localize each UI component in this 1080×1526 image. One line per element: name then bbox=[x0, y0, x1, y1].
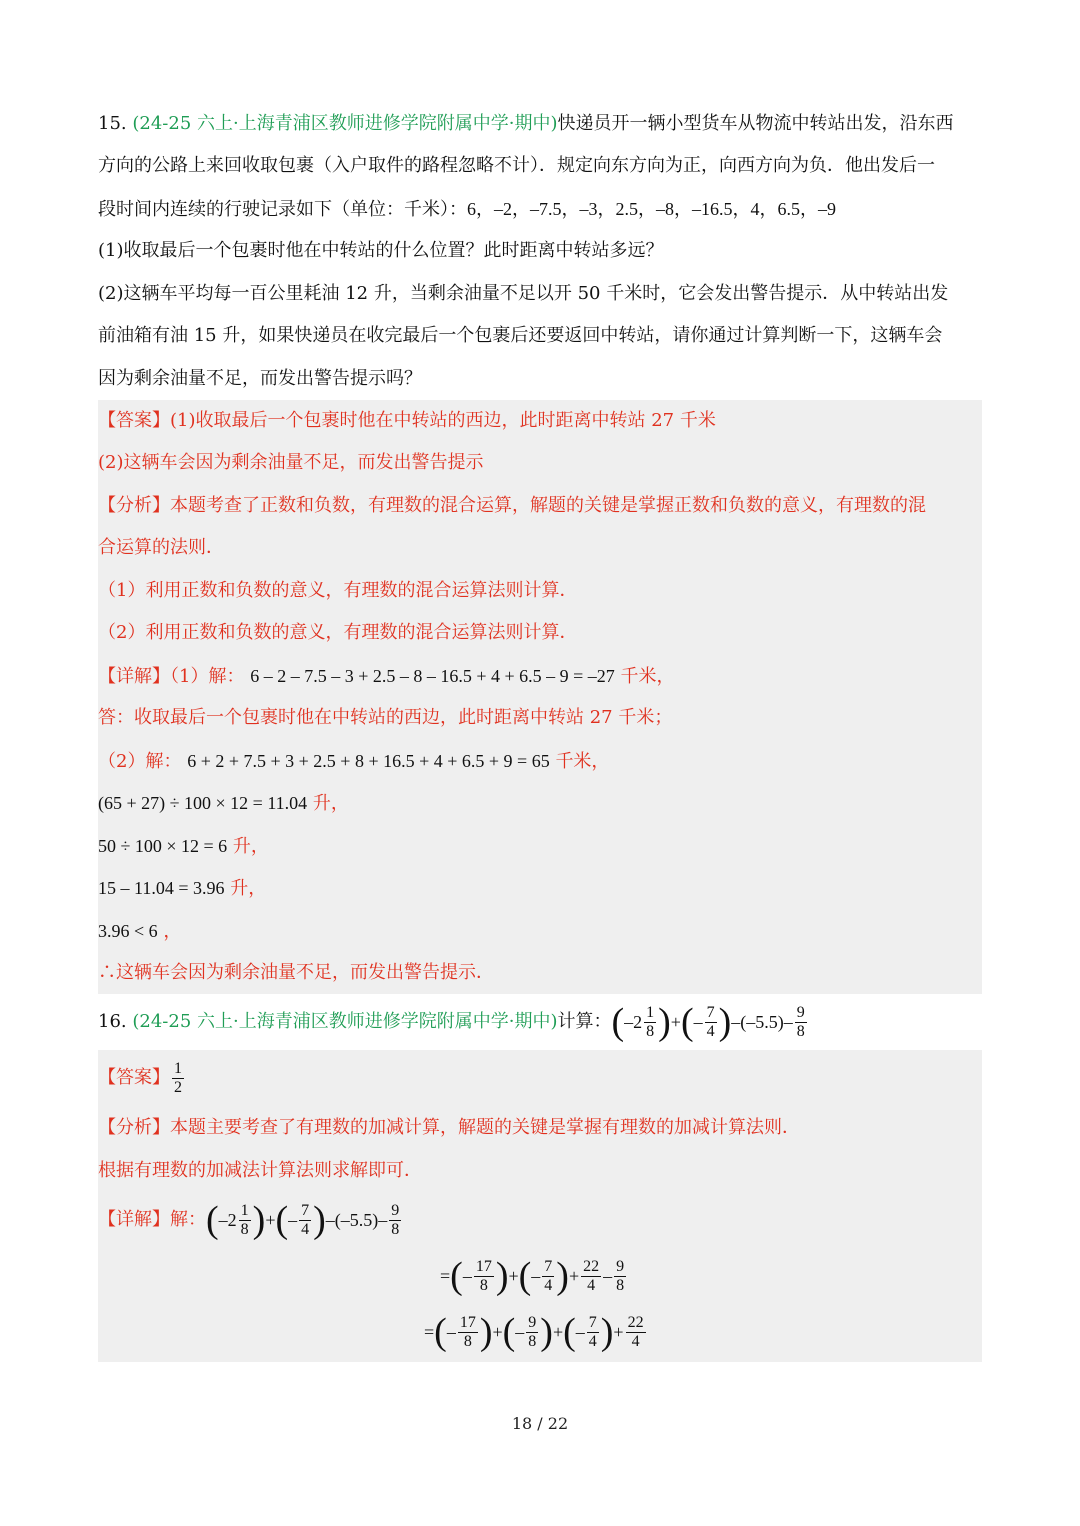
numerator: 7 bbox=[588, 1313, 597, 1331]
denominator: 2 bbox=[174, 1078, 182, 1096]
paren-open: ( bbox=[518, 1255, 532, 1297]
numerator: 7 bbox=[706, 1003, 715, 1021]
a15-calc-2-expr: 50 ÷ 100 × 12 = 6 bbox=[98, 836, 228, 856]
denominator: 8 bbox=[479, 1276, 488, 1294]
a15-analysis-4: （2）利用正数和负数的意义，有理数的混合运算法则计算． bbox=[98, 622, 578, 643]
a16-detail-prefix: 解： bbox=[170, 1209, 206, 1230]
numerator: 1 bbox=[174, 1059, 182, 1077]
numerator: 9 bbox=[616, 1257, 625, 1275]
a15-calc-3-expr: 15 – 11.04 = 3.96 bbox=[98, 878, 225, 898]
minus-sign: – bbox=[515, 1321, 525, 1342]
numerator: 17 bbox=[459, 1313, 476, 1331]
plus-sign: + bbox=[508, 1265, 519, 1286]
denominator: 8 bbox=[391, 1220, 400, 1238]
minus-sign: – bbox=[693, 1012, 703, 1032]
numerator: 22 bbox=[583, 1257, 600, 1275]
paren-close: ) bbox=[600, 1311, 614, 1353]
paren-close: ) bbox=[556, 1255, 569, 1297]
middle-term: –(–5.5)– bbox=[731, 1012, 793, 1032]
fraction bbox=[526, 1314, 538, 1351]
plus-sign: + bbox=[265, 1210, 276, 1230]
minus-sign: – bbox=[531, 1265, 541, 1286]
q15-line-3: 段时间内连续的行驶记录如下（单位：千米）：6，–2，–7.5，–3，2.5，–8，–16.5，4，6.5，–9 bbox=[98, 199, 836, 219]
fraction bbox=[581, 1258, 601, 1295]
plus-sign: + bbox=[613, 1321, 624, 1342]
a16-step-1 bbox=[440, 1252, 628, 1300]
fraction bbox=[542, 1258, 554, 1295]
denominator: 4 bbox=[544, 1276, 553, 1294]
a16-analysis-tag: 【分析】 bbox=[98, 1117, 170, 1138]
a16-step-2 bbox=[424, 1308, 648, 1356]
paren-open: ( bbox=[611, 1001, 625, 1043]
denominator: 4 bbox=[631, 1332, 640, 1350]
a15-answer-tag: 【答案】 bbox=[98, 410, 170, 431]
a15-detail-3-expr: 6 + 2 + 7.5 + 3 + 2.5 + 8 + 16.5 + 4 + 6.5 + 9 = 65 bbox=[187, 751, 550, 771]
a16-detail-tag: 【详解】 bbox=[98, 1209, 170, 1230]
a15-detail-3-prefix: （2）解： bbox=[98, 751, 182, 772]
a15-analysis-tag: 【分析】 bbox=[98, 495, 170, 516]
a15-calc-4 bbox=[98, 918, 982, 945]
a16-detail-expression bbox=[206, 1201, 403, 1239]
a15-calc-2-unit: 升， bbox=[232, 836, 269, 857]
numerator: 1 bbox=[646, 1003, 655, 1021]
a15-calc-3-unit: 升， bbox=[230, 878, 267, 899]
a16-analysis-2: 根据有理数的加减法计算法则求解即可． bbox=[98, 1160, 422, 1181]
answer-fraction bbox=[172, 1060, 184, 1097]
denominator: 8 bbox=[463, 1332, 472, 1350]
paren-close: ) bbox=[252, 1199, 266, 1241]
a15-answer-1 bbox=[98, 408, 982, 434]
denominator: 8 bbox=[240, 1220, 249, 1238]
fraction bbox=[644, 1004, 656, 1041]
fraction bbox=[458, 1314, 478, 1351]
a15-detail-1-prefix: （1）解： bbox=[170, 666, 245, 687]
a15-analysis-1-text: 本题考查了正数和负数，有理数的混合运算，解题的关键是掌握正数和负数的意义，有理数的混 bbox=[170, 495, 926, 516]
a15-detail-tag: 【详解】 bbox=[98, 666, 170, 687]
denominator: 8 bbox=[528, 1332, 537, 1350]
paren-close: ) bbox=[718, 1001, 732, 1043]
denominator: 8 bbox=[646, 1022, 655, 1040]
a15-answer-2: (2)这辆车会因为剩余油量不足，而发出警告提示 bbox=[98, 452, 484, 473]
a15-detail-1-expr: 6 – 2 – 7.5 – 3 + 2.5 – 8 – 16.5 + 4 + 6.5 – 9 = –27 bbox=[250, 666, 615, 686]
a15-detail-2: 答：收取最后一个包裹时他在中转站的西边，此时距离中转站 27 千米； bbox=[98, 707, 673, 728]
paren-close: ) bbox=[540, 1311, 553, 1353]
minus-sign: – bbox=[446, 1321, 456, 1342]
a16-analysis-1-text: 本题主要考查了有理数的加减计算，解题的关键是掌握有理数的加减计算法则． bbox=[170, 1117, 800, 1138]
minus-sign: – bbox=[288, 1210, 298, 1230]
paren-open: ( bbox=[563, 1311, 576, 1353]
numerator: 7 bbox=[544, 1257, 553, 1275]
paren-open: ( bbox=[680, 1001, 694, 1043]
denominator: 4 bbox=[301, 1220, 310, 1238]
a15-analysis-1 bbox=[98, 493, 982, 519]
a16-analysis-1 bbox=[98, 1115, 982, 1141]
paren-open: ( bbox=[434, 1311, 447, 1353]
a16-answer bbox=[98, 1054, 982, 1102]
q15-source: (24-25 六上·上海青浦区教师进修学院附属中学·期中) bbox=[132, 113, 558, 134]
a15-calc-1 bbox=[98, 790, 982, 817]
fraction bbox=[705, 1004, 717, 1041]
equals-sign: = bbox=[440, 1265, 451, 1286]
a15-detail-1-unit: 千米， bbox=[620, 666, 675, 687]
a15-detail-3 bbox=[98, 748, 982, 775]
q15-number: 15. bbox=[98, 113, 127, 134]
numerator: 17 bbox=[475, 1257, 492, 1275]
numerator: 9 bbox=[528, 1313, 537, 1331]
q16-number: 16. bbox=[98, 1011, 127, 1032]
a15-answer-1-text: (1)收取最后一个包裹时他在中转站的西边，此时距离中转站 27 千米 bbox=[170, 410, 716, 431]
denominator: 8 bbox=[616, 1276, 625, 1294]
fraction bbox=[299, 1202, 311, 1239]
a16-detail bbox=[98, 1196, 982, 1244]
plus-sign: + bbox=[492, 1321, 503, 1342]
paren-close: ) bbox=[313, 1199, 326, 1241]
q16-prompt: 计算： bbox=[557, 1011, 612, 1032]
denominator: 4 bbox=[588, 1332, 597, 1350]
q15-part-2b: 前油箱有油 15 升，如果快递员在收完最后一个包裹后还要返回中转站，请你通过计算判断一下，这辆车会 bbox=[98, 325, 943, 346]
q15-text-1: 快递员开一辆小型货车从物流中转站出发，沿东西 bbox=[557, 113, 954, 134]
fraction bbox=[614, 1258, 626, 1295]
q15-part-2a: (2)这辆车平均每一百公里耗油 12 升，当剩余油量不足以开 50 千米时，它会发出警告提示．从中转站出发 bbox=[98, 283, 949, 304]
denominator: 4 bbox=[587, 1276, 596, 1294]
page-number: 18 / 22 bbox=[511, 1414, 569, 1433]
plus-sign: + bbox=[670, 1012, 681, 1032]
q16-expression bbox=[611, 1003, 808, 1041]
q15-line-1 bbox=[98, 111, 982, 137]
plus-sign: + bbox=[552, 1321, 564, 1342]
a15-calc-1-unit: 升， bbox=[312, 793, 349, 814]
a16-answer-tag: 【答案】 bbox=[98, 1067, 170, 1088]
fraction bbox=[239, 1202, 251, 1239]
numerator: 22 bbox=[627, 1313, 644, 1331]
paren-open: ( bbox=[206, 1199, 219, 1241]
fraction bbox=[626, 1314, 646, 1351]
minus-sign: – bbox=[603, 1265, 613, 1286]
a15-analysis-3: （1）利用正数和负数的意义，有理数的混合运算法则计算． bbox=[98, 580, 578, 601]
q16-source: (24-25 六上·上海青浦区教师进修学院附属中学·期中) bbox=[132, 1011, 558, 1032]
denominator: 4 bbox=[706, 1022, 715, 1040]
plus-sign: + bbox=[568, 1265, 580, 1286]
paren-open: ( bbox=[450, 1255, 463, 1297]
fraction bbox=[389, 1202, 401, 1239]
a15-calc-2 bbox=[98, 833, 982, 860]
paren-close: ) bbox=[495, 1255, 509, 1297]
q15-line-2: 方向的公路上来回收取包裹（入户取件的路程忽略不计）．规定向东方向为正，向西方向为负．他出发后一 bbox=[98, 155, 935, 176]
a15-calc-3 bbox=[98, 875, 982, 902]
a15-calc-4-expr: 3.96 < 6 bbox=[98, 921, 158, 941]
numerator: 9 bbox=[796, 1003, 805, 1021]
a15-conclusion: ∴这辆车会因为剩余油量不足，而发出警告提示． bbox=[98, 962, 494, 983]
a15-detail-1 bbox=[98, 663, 982, 690]
mixed-whole: –2 bbox=[218, 1210, 237, 1230]
equals-sign: = bbox=[424, 1321, 435, 1342]
a15-detail-3-unit: 千米， bbox=[555, 751, 610, 772]
paren-close: ) bbox=[479, 1311, 493, 1353]
paren-open: ( bbox=[275, 1199, 289, 1241]
q15-part-1: (1)收取最后一个包裹时他在中转站的什么位置？此时距离中转站多远？ bbox=[98, 240, 664, 261]
q15-part-2c: 因为剩余油量不足，而发出警告提示吗？ bbox=[98, 368, 422, 389]
numerator: 7 bbox=[301, 1201, 310, 1219]
fraction bbox=[795, 1004, 807, 1041]
middle-term: –(–5.5)– bbox=[325, 1210, 388, 1230]
a15-calc-4-unit: ， bbox=[163, 921, 182, 942]
numerator: 1 bbox=[240, 1201, 249, 1219]
a15-analysis-2: 合运算的法则． bbox=[98, 537, 224, 558]
denominator: 8 bbox=[796, 1022, 805, 1040]
mixed-whole: –2 bbox=[624, 1012, 643, 1032]
paren-open: ( bbox=[502, 1311, 516, 1353]
paren-close: ) bbox=[658, 1001, 671, 1043]
fraction bbox=[587, 1314, 599, 1351]
answer-15-block bbox=[98, 400, 982, 994]
a15-calc-1-expr: (65 + 27) ÷ 100 × 12 = 11.04 bbox=[98, 793, 308, 813]
numerator: 9 bbox=[391, 1201, 400, 1219]
fraction bbox=[474, 1258, 494, 1295]
q16-line bbox=[98, 996, 982, 1048]
minus-sign: – bbox=[575, 1321, 585, 1342]
minus-sign: – bbox=[462, 1265, 472, 1286]
